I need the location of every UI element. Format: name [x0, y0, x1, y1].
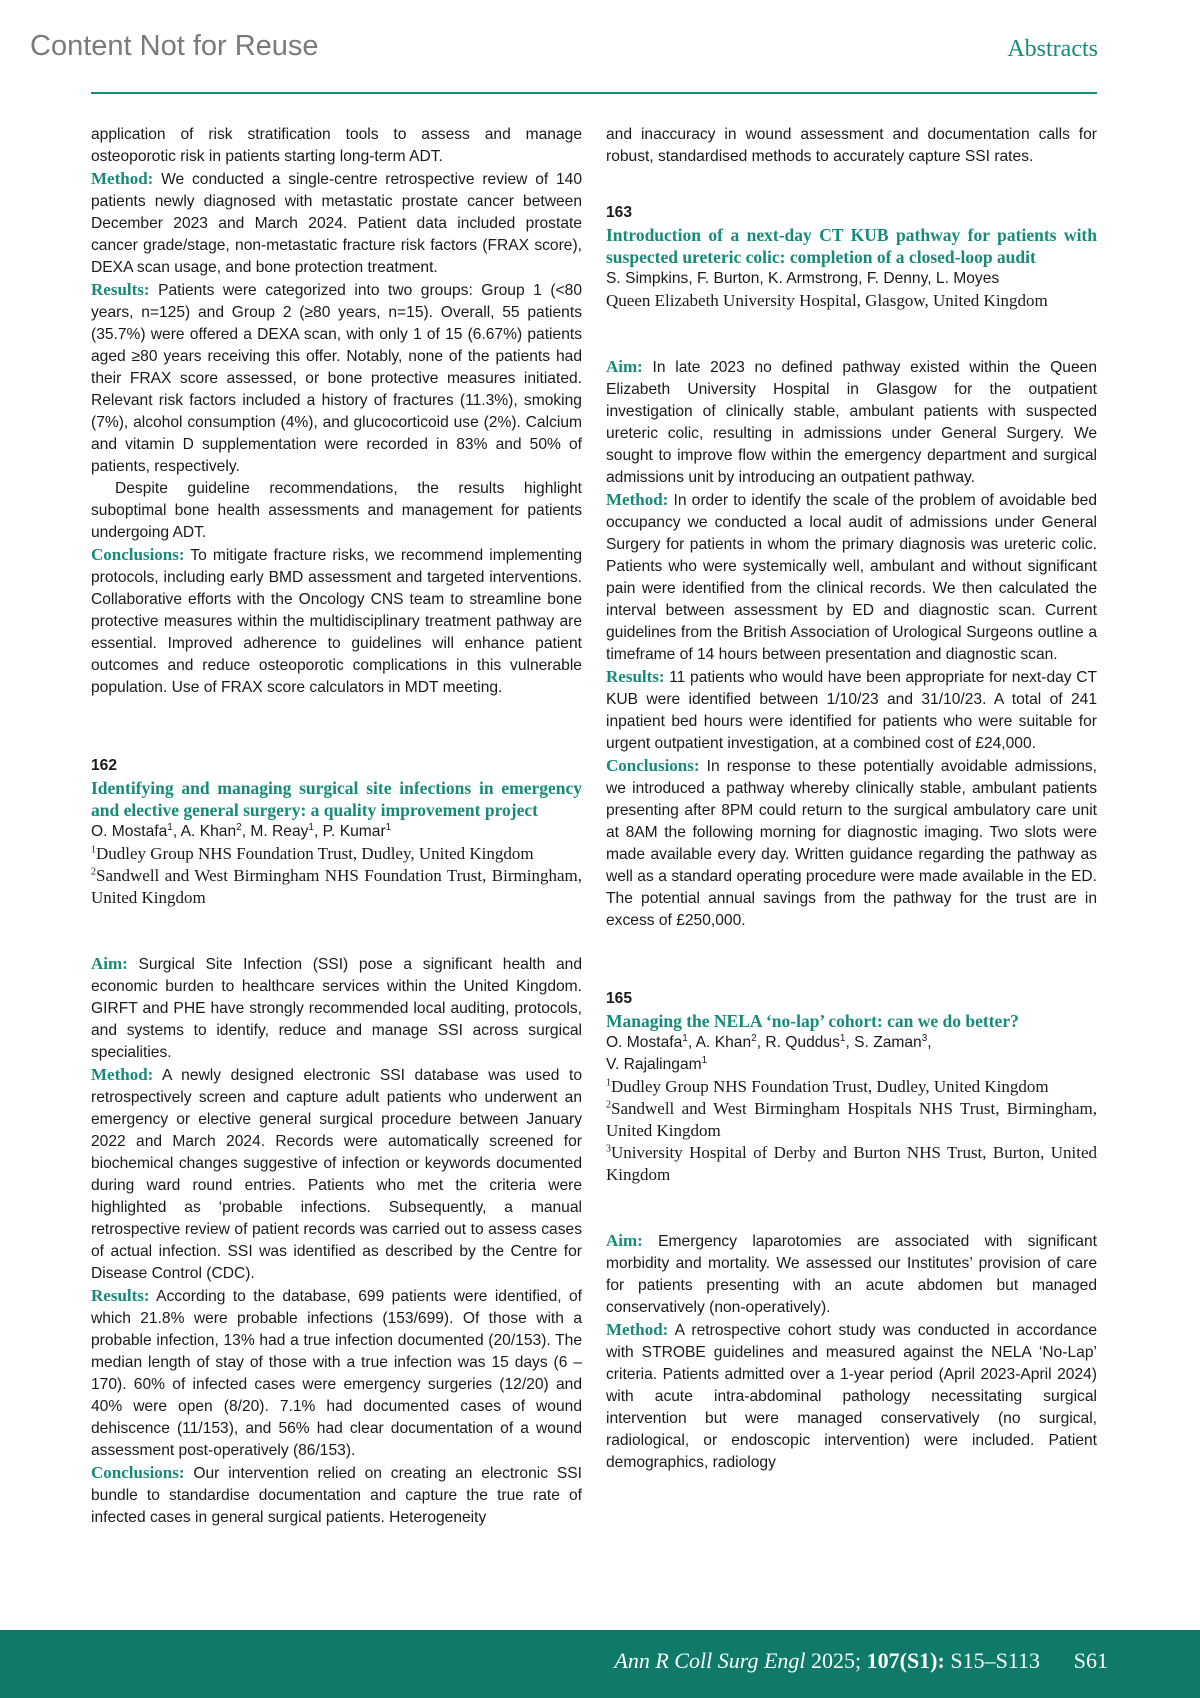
conclusions-paragraph-162: [91, 1462, 582, 1529]
abstract-title-165: Managing the NELA ‘no-lap’ cohort: can we do better?: [606, 1011, 1019, 1031]
method-label: Method:: [606, 1320, 669, 1339]
author-sup: 3: [921, 1032, 928, 1044]
aff-sup: 3: [606, 1143, 611, 1155]
abstract-title-163: Introduction of a next-day CT KUB pathway for patients with suspected ureteric colic: completion of a closed-loop audit: [606, 225, 1097, 267]
method-text: We conducted a single-centre retrospective review of 140 patients newly diagnosed with metastatic prostate cancer between December 2023 and March 2024. Patient data included prostate cancer grade/stage, non-metastatic fracture risk factors (FRAX score), DEXA scan usage, and bone protection treatment.: [91, 171, 582, 276]
aim-text: Emergency laparotomies are associated with significant morbidity and mortality. We assessed our Institutes’ provision of care for patients presenting with an acute abdomen but managed conservatively (non-operatively).: [606, 1233, 1097, 1316]
author-sup: 2: [751, 1032, 757, 1044]
conclusions-text: To mitigate fracture risks, we recommend implementing protocols, including early BMD assessment and targeted interventions. Collaborative efforts with the Oncology CNS team to streamline bone protective measures within the multidisciplinary treatment pathway are essential. Improved adherence to guidelines will enhance patient outcomes and reduce osteoporotic complications in this vulnerable population. Use of FRAX score calculators in MDT meeting.: [91, 547, 582, 696]
section-title: Abstracts: [1007, 36, 1098, 62]
results-text: Patients were categorized into two groups: Group 1 (<80 years, n=125) and Group 2 (≥80 years, n=15). Overall, 55 patients (35.7%) were offered a DEXA scan, with only 1 of 15 (6.67%) patients aged ≥80 years receiving this offer. Notably, none of the patients had their FRAX score assessed, or bone protective measures initiated. Relevant risk factors included a history of fractures (11.3%), smoking (7%), alcohol consumption (4%), and glucocorticoid use (2%). Calcium and vitamin D supplementation were recorded in 83% and 50% of patients, respectively.: [91, 282, 582, 475]
aff-text: Dudley Group NHS Foundation Trust, Dudley, United Kingdom: [96, 844, 534, 863]
conclusions-label: Conclusions:: [606, 756, 700, 775]
results-text: 11 patients who would have been appropriate for next-day CT KUB were identified between 1/10/23 and 31/10/23. A total of 241 inpatient bed hours were identified for patients who were suitable for urgent outpatient investigation, at a combined cost of £24,000.: [606, 669, 1097, 752]
journal-year: 2025;: [805, 1648, 867, 1673]
left-column: [91, 124, 582, 1529]
author-sup: 1: [308, 821, 314, 833]
author: , R. Quddus: [756, 1034, 840, 1051]
author-sup: 1: [701, 1054, 708, 1066]
conclusions-label: Conclusions:: [91, 545, 185, 564]
authors-163: S. Simpkins, F. Burton, K. Armstrong, F. Denny, L. Moyes: [606, 270, 1000, 287]
method-text: A newly designed electronic SSI database was used to retrospectively screen and capture adult patients who underwent an emergency or elective general surgical procedure between January 2022 and March 2024. Records were automatically screened for biochemical changes suggestive of infection or keywords documented during ward round entries. Patients who met the criteria were highlighted as ‘probable infections. Subsequently, a manual retrospective review of patient records was carried out to assess cases of actual infection. SSI was identified as described by the Centre for Disease Control (CDC).: [91, 1067, 582, 1282]
footer-bar: [0, 1630, 1200, 1698]
method-text: In order to identify the scale of the problem of avoidable bed occupancy we conducted a local audit of admissions under General Surgery for patients in whom the primary diagnosis was ureteric colic. Patients who were systemically well, ambulant and without significant pain were identified from the clinical records. We then calculated the interval between assessment by ED and diagnostic scan. Current guidelines from the British Association of Urological Surgeons outline a timeframe of 14 hours between presentation and diagnostic scan.: [606, 492, 1097, 663]
aff-text: Dudley Group NHS Foundation Trust, Dudley, United Kingdom: [611, 1077, 1049, 1096]
conclusions-paragraph-163: [606, 755, 1097, 932]
abstract-number-163: 163: [606, 204, 633, 221]
page-number: S61: [1073, 1648, 1108, 1673]
author: , S. Zaman: [845, 1034, 922, 1051]
affiliation-165-3: [606, 1142, 1097, 1186]
authors-165: O. Mostafa$^1$, A. Khan$^2$, R. Quddus$^1$, S. Zaman$^3$, V. Rajalingam$^1$: [606, 1032, 932, 1073]
journal-citation: [614, 1648, 1040, 1674]
aim-paragraph-165: [606, 1230, 1097, 1319]
method-paragraph-163: [606, 489, 1097, 666]
author: , P. Kumar: [313, 823, 386, 840]
aim-paragraph-162: [91, 953, 582, 1064]
results-paragraph-162: [91, 1285, 582, 1462]
affiliation-162-1: [91, 843, 582, 865]
author: V. Rajalingam: [606, 1056, 702, 1073]
spacer: [606, 932, 1097, 988]
abstract-title-162: Identifying and managing surgical site infections in emergency and elective general surgery: a quality improvement project: [91, 778, 582, 820]
author-sup: 2: [236, 821, 242, 833]
intro-text: application of risk stratification tools to assess and manage osteoporotic risk in patients starting long-term ADT.: [91, 126, 582, 165]
spacer: [606, 190, 1097, 202]
authors-162: [91, 821, 582, 843]
affiliation-165-2: [606, 1098, 1097, 1142]
affiliation-163: Queen Elizabeth University Hospital, Glasgow, United Kingdom: [606, 291, 1048, 310]
results-label: Results:: [91, 1286, 150, 1305]
abstract-number-162: 162: [91, 757, 118, 774]
conclusions-paragraph: [91, 544, 582, 699]
aff-text: Sandwell and West Birmingham Hospitals NHS Trust, Birmingham, United Kingdom: [606, 1099, 1097, 1140]
aff-sup: 1: [606, 1077, 611, 1089]
aim-text: Surgical Site Infection (SSI) pose a significant health and economic burden to healthcare services within the United Kingdom. GIRFT and PHE have strongly recommended local auditing, protocols, and systems to identify, reduce and manage SSI across surgical specialities.: [91, 956, 582, 1061]
aff-sup: 1: [91, 844, 96, 856]
continued-text: and inaccuracy in wound assessment and documentation calls for robust, standardised methods to accurately capture SSI rates.: [606, 126, 1097, 165]
right-column: [606, 124, 1097, 1474]
results-paragraph-163: [606, 666, 1097, 755]
author-sup: 1: [167, 821, 173, 833]
author: , A. Khan: [172, 823, 237, 840]
method-text: A retrospective cohort study was conducted in accordance with STROBE guidelines and measured against the NELA ‘No-Lap’ criteria. Patients admitted over a 1-year period (April 2023-April 2024) with acute intra-abdominal pathology necessitating surgical intervention but were managed conservatively (no surgical, radiological, or endoscopic intervention) were included. Patient demographics, radiology: [606, 1322, 1097, 1471]
aff-sup: 2: [606, 1099, 611, 1111]
method-label: Method:: [91, 1065, 154, 1084]
journal-name: Ann R Coll Surg Engl: [614, 1648, 806, 1673]
spacer: [606, 168, 1097, 190]
author-sup: 1: [682, 1032, 688, 1044]
method-label: Method:: [606, 490, 669, 509]
aff-text: Sandwell and West Birmingham NHS Foundation Trust, Birmingham, United Kingdom: [91, 866, 582, 907]
method-paragraph: [91, 168, 582, 279]
author: , M. Reay: [241, 823, 309, 840]
affiliation-165-1: [606, 1076, 1097, 1098]
results-label: Results:: [91, 280, 150, 299]
spacer: [91, 909, 582, 953]
aim-text: In late 2023 no defined pathway existed within the Queen Elizabeth University Hospital in Glasgow for the outpatient investigation of clinically stable, ambulant patients with suspected ureteric colic, resulting in admissions under General Surgery. We sought to improve flow within the emergency department and surgical admissions unit by introducing an outpatient pathway.: [606, 359, 1097, 486]
aim-paragraph-163: [606, 356, 1097, 489]
results-paragraph-2: Despite guideline recommendations, the results highlight suboptimal bone health assessments and management for patients undergoing ADT.: [91, 480, 582, 541]
affiliation-162-2: [91, 865, 582, 909]
conclusions-text: In response to these potentially avoidable admissions, we introduced a pathway whereby clinically stable, ambulant patients presenting after 8PM could return to the surgical ambulatory care unit at 8AM the following morning for diagnostic imaging. Two slots were made available every day. Written guidance regarding the pathway as well as a standard operating procedure were made available in the ED. The potential annual savings from the pathway for the trust are in excess of £250,000.: [606, 758, 1097, 929]
author: , A. Khan: [687, 1034, 752, 1051]
results-text: According to the database, 699 patients were identified, of which 21.8% were probable infections (153/699). Of those with a probable infection, 13% had a true infection documented (20/153). The median length of stay of those with a true infection was 15 days (6 – 170). 60% of infected cases were emergency surgeries (12/20) and 40% were open (8/20). 7.1% had documented cases of wound dehiscence (11/153), and 56% had clear documentation of a wound assessment post-operatively (86/153).: [91, 1288, 582, 1459]
watermark: Content Not for Reuse: [30, 30, 319, 62]
abstract-number-165: 165: [606, 990, 633, 1007]
conclusions-label: Conclusions:: [91, 1463, 185, 1482]
author-sup: 1: [839, 1032, 846, 1044]
journal-volume: 107(S1):: [866, 1648, 945, 1673]
author: O. Mostafa: [606, 1034, 683, 1051]
conclusions-text: Our intervention relied on creating an electronic SSI bundle to standardise documentation and capture the true rate of infected cases in general surgical patients. Heterogeneity: [91, 1465, 582, 1526]
results-paragraph: [91, 279, 582, 478]
aim-label: Aim:: [91, 954, 128, 973]
author: O. Mostafa: [91, 823, 168, 840]
author-sup: 1: [385, 821, 392, 833]
method-label: Method:: [91, 169, 154, 188]
aff-text: University Hospital of Derby and Burton NHS Trust, Burton, United Kingdom: [606, 1143, 1097, 1184]
header-rule: [91, 92, 1097, 94]
spacer: [606, 1186, 1097, 1230]
spacer: [91, 699, 582, 755]
aim-label: Aim:: [606, 1231, 643, 1250]
aff-sup: 2: [91, 866, 96, 878]
method-paragraph-165: [606, 1319, 1097, 1474]
journal-pages: S15–S113: [944, 1648, 1040, 1673]
spacer: [606, 312, 1097, 356]
method-paragraph-162: [91, 1064, 582, 1285]
results-label: Results:: [606, 667, 665, 686]
aim-label: Aim:: [606, 357, 643, 376]
